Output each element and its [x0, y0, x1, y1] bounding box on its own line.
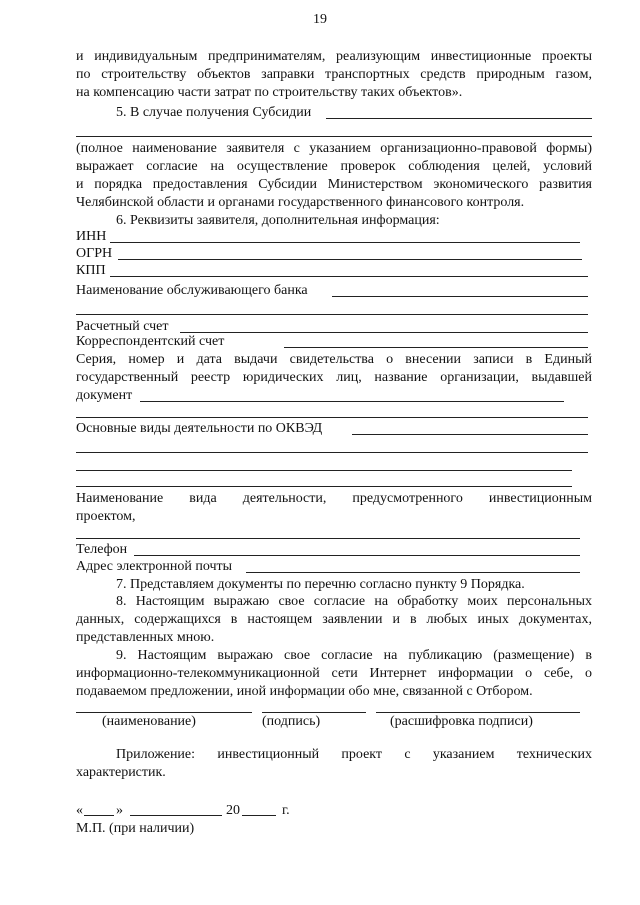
- p9-line-3: подаваемом предложении, иной информации обо мне, связанной с Отбором.: [76, 684, 533, 699]
- intro-line-2: по строительству объектов заправки транспортных средств природным газом,: [76, 67, 592, 82]
- cert-line-3: документ: [76, 388, 133, 403]
- cert-line-2: государственный реестр юридических лиц, название организации, выдавшей: [76, 370, 592, 385]
- p5-text-1: выражает согласие на осуществление проверок соблюдения целей, условий: [76, 159, 592, 174]
- okved-line-4[interactable]: [76, 486, 572, 487]
- email-label: Адрес электронной почты: [76, 559, 233, 574]
- cert-line-2-fill[interactable]: [76, 417, 588, 418]
- intro-line-1: и индивидуальным предпринимателям, реализующим инвестиционные проекты: [76, 49, 592, 64]
- stamp-label: М.П. (при наличии): [76, 821, 195, 836]
- p5-fill-line-2[interactable]: [76, 136, 592, 137]
- p5-fill-line[interactable]: [326, 118, 592, 119]
- kpp-label: КПП: [76, 263, 106, 278]
- page-number: 19: [313, 12, 327, 27]
- intro-line-3: на компенсацию части затрат по строительству таких объектов».: [76, 85, 463, 100]
- appendix-line-2: характеристик.: [76, 765, 166, 780]
- inn-label: ИНН: [76, 229, 107, 244]
- account-line[interactable]: [180, 332, 588, 333]
- phone-line[interactable]: [134, 555, 580, 556]
- corr-account-line[interactable]: [284, 347, 588, 348]
- p6-title: 6. Реквизиты заявителя, дополнительная информация:: [116, 213, 440, 228]
- okved-line-3[interactable]: [76, 470, 572, 471]
- activity-line-1: Наименование вида деятельности, предусмотренного инвестиционным: [76, 491, 592, 506]
- p5-note-line: (полное наименование заявителя с указанием организационно-правовой формы): [76, 141, 592, 156]
- date-year-suffix: г.: [282, 803, 290, 818]
- p5-text-3: Челябинской области и органами государственного финансового контроля.: [76, 195, 525, 210]
- bank-line-2[interactable]: [76, 314, 588, 315]
- account-label: Расчетный счет: [76, 319, 169, 334]
- okved-line[interactable]: [352, 434, 588, 435]
- appendix-line-1: Приложение: инвестиционный проект с указанием технических: [116, 747, 592, 762]
- bank-line[interactable]: [332, 296, 588, 297]
- sign-decoding-label: (расшифровка подписи): [390, 714, 533, 729]
- inn-line[interactable]: [110, 242, 580, 243]
- p8-line-2: данных, содержащихся в настоящем заявлении и в любых иных документах,: [76, 612, 592, 627]
- okved-label: Основные виды деятельности по ОКВЭД: [76, 421, 323, 436]
- ogrn-line[interactable]: [118, 259, 582, 260]
- email-line[interactable]: [246, 572, 580, 573]
- date-close-quote: »: [116, 803, 123, 818]
- bank-label: Наименование обслуживающего банка: [76, 283, 308, 298]
- date-month-line[interactable]: [130, 815, 222, 816]
- date-year-line[interactable]: [242, 815, 276, 816]
- date-open-quote: «: [76, 803, 83, 818]
- ogrn-label: ОГРН: [76, 246, 113, 261]
- okved-line-2[interactable]: [76, 452, 588, 453]
- activity-line-2: проектом,: [76, 509, 136, 524]
- p8-line-1: 8. Настоящим выражаю свое согласие на обработку моих персональных: [116, 594, 592, 609]
- sign-signature-label: (подпись): [262, 714, 321, 729]
- p7-text: 7. Представляем документы по перечню согласно пункту 9 Порядка.: [116, 577, 525, 592]
- p9-line-1: 9. Настоящим выражаю свое согласие на публикацию (размещение) в: [116, 648, 592, 663]
- p5-text-2: и порядка предоставления Субсидии Министерством экономического развития: [76, 177, 592, 192]
- activity-line[interactable]: [76, 538, 580, 539]
- corr-account-label: Корреспондентский счет: [76, 334, 225, 349]
- date-year-prefix: 20: [226, 803, 240, 818]
- p9-line-2: информационно-телекоммуникационной сети Интернет информации о себе, о: [76, 666, 592, 681]
- cert-line-1: Серия, номер и дата выдачи свидетельства о внесении записи в Единый: [76, 352, 592, 367]
- phone-label: Телефон: [76, 542, 128, 557]
- date-day-line[interactable]: [84, 815, 114, 816]
- p5-start: 5. В случае получения Субсидии: [116, 105, 312, 120]
- sign-name-label: (наименование): [102, 714, 196, 729]
- kpp-line[interactable]: [110, 276, 588, 277]
- cert-line[interactable]: [140, 401, 564, 402]
- p8-line-3: представленных мною.: [76, 630, 215, 645]
